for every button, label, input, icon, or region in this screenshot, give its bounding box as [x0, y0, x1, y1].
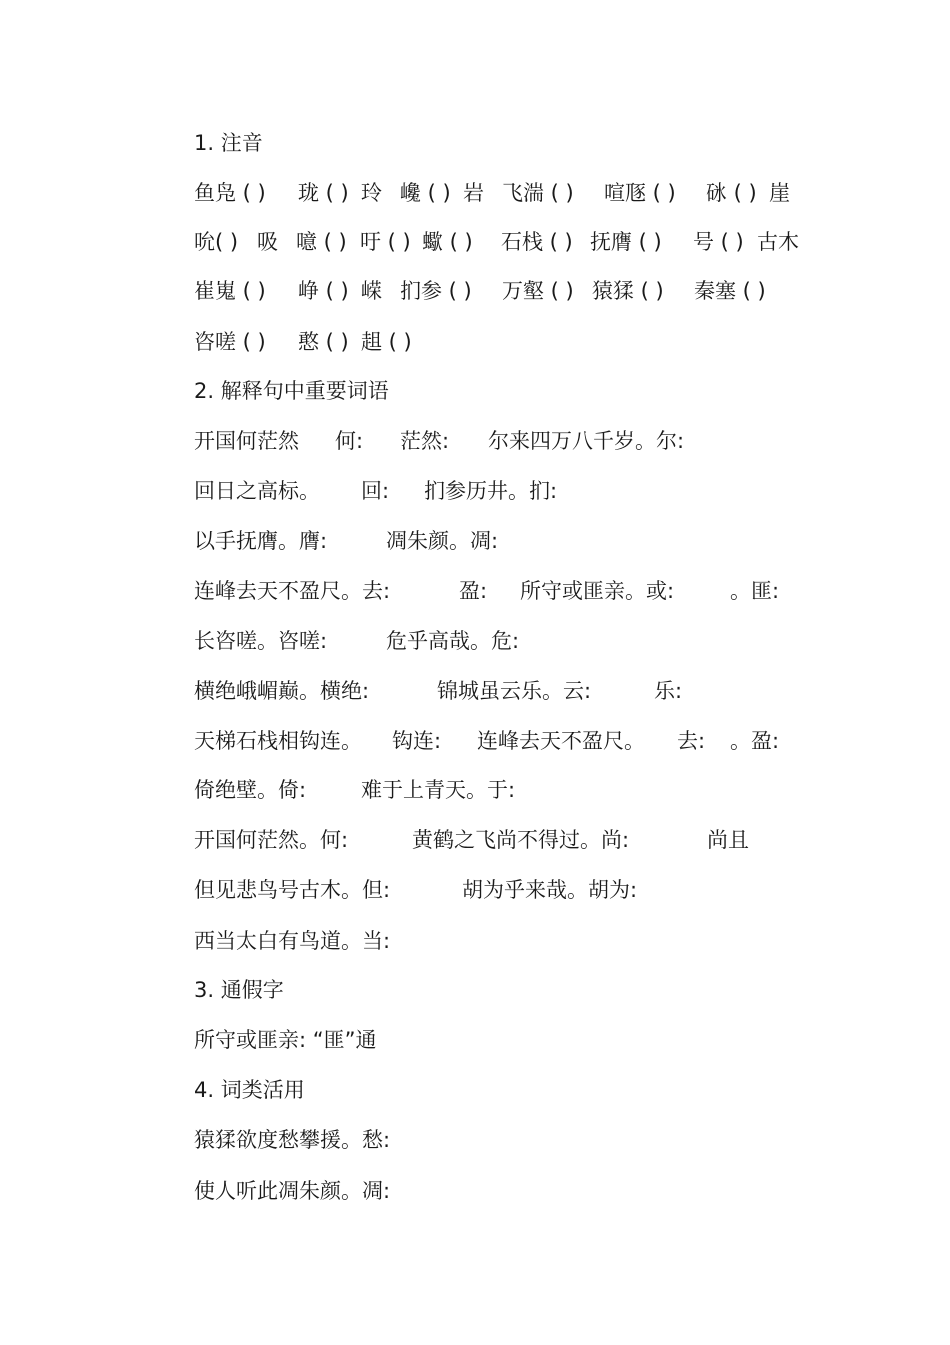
text-segment: 所守或匪亲。或:: [520, 579, 675, 603]
text-segment: 倚绝壁。倚:: [194, 778, 307, 802]
text-segment: 咨嗟 ( ): [194, 330, 266, 354]
text-segment: 以手抚膺。膺:: [194, 529, 328, 553]
text-segment: 尔来四万八千岁。尔:: [488, 429, 685, 453]
text-segment: 憨 ( ): [298, 330, 349, 354]
text-segment: 连峰去天不盈尺。去:: [194, 579, 391, 603]
text-segment: 噫 ( ): [296, 230, 347, 254]
text-segment: 锦城虽云乐。云:: [437, 679, 592, 703]
text-segment: 难于上青天。于:: [361, 778, 516, 802]
text-segment: 嵘: [361, 279, 382, 303]
section-heading-loan-characters: 3. 通假字: [194, 978, 284, 1002]
text-segment: 回:: [361, 479, 390, 503]
text-segment: 天梯石栈相钩连。: [194, 729, 362, 753]
text-segment: 古木: [757, 230, 799, 254]
text-segment: 回日之高标。: [194, 479, 320, 503]
text-segment: 喧豗 ( ): [604, 181, 676, 205]
text-segment: 盈:: [459, 579, 488, 603]
text-segment: 砯 ( ): [706, 181, 757, 205]
text-segment: 蠍 ( ): [422, 230, 473, 254]
text-segment: 长咨嗟。咨嗟:: [194, 629, 328, 653]
text-segment: 石栈 ( ): [501, 230, 573, 254]
text-segment: 号 ( ): [693, 230, 744, 254]
text-segment: 。匪:: [730, 579, 780, 603]
text-segment: 扪参历井。扪:: [424, 479, 558, 503]
text-segment: 峥 ( ): [298, 279, 349, 303]
text-segment: 吮( ): [194, 230, 239, 254]
text-segment: 猿猱 ( ): [592, 279, 664, 303]
text-segment: 开国何茫然。何:: [194, 828, 349, 852]
text-segment: 崖: [769, 181, 790, 205]
text-segment: 去:: [677, 729, 706, 753]
text-segment: 钩连:: [392, 729, 442, 753]
text-segment: 崔嵬 ( ): [194, 279, 266, 303]
text-segment: 连峰去天不盈尺。: [477, 729, 645, 753]
text-segment: 趄 ( ): [361, 330, 412, 354]
text-segment: 秦塞 ( ): [694, 279, 766, 303]
text-segment: 鱼凫 ( ): [194, 181, 266, 205]
text-segment: 但见悲鸟号古木。但:: [194, 878, 391, 902]
text-segment: 茫然:: [400, 429, 450, 453]
text-segment: 扪参 ( ): [400, 279, 472, 303]
section-heading-vocabulary: 2. 解释句中重要词语: [194, 379, 389, 403]
text-segment: 使人听此凋朱颜。凋:: [194, 1179, 391, 1203]
text-segment: 猿猱欲度愁攀援。愁:: [194, 1128, 391, 1152]
text-segment: 凋朱颜。凋:: [386, 529, 499, 553]
text-segment: 飞湍 ( ): [502, 181, 574, 205]
text-segment: 何:: [335, 429, 364, 453]
text-segment: 岩: [463, 181, 484, 205]
text-segment: 抚膺 ( ): [590, 230, 662, 254]
text-segment: 吁 ( ): [360, 230, 411, 254]
text-segment: 吸: [257, 230, 278, 254]
text-segment: 。盈:: [730, 729, 780, 753]
section-heading-pinyin: 1. 注音: [194, 131, 263, 155]
text-segment: 尚且: [707, 828, 749, 852]
text-segment: 西当太白有鸟道。当:: [194, 929, 391, 953]
section-heading-word-class-usage: 4. 词类活用: [194, 1078, 305, 1102]
text-segment: 玲: [361, 181, 382, 205]
text-segment: 万壑 ( ): [502, 279, 574, 303]
text-segment: 胡为乎来哉。胡为:: [462, 878, 638, 902]
text-segment: 所守或匪亲: “匪”通: [194, 1028, 377, 1052]
text-segment: 开国何茫然: [194, 429, 299, 453]
text-segment: 危乎高哉。危:: [386, 629, 520, 653]
text-segment: 珑 ( ): [298, 181, 349, 205]
text-segment: 黄鹤之飞尚不得过。尚:: [412, 828, 630, 852]
text-segment: 乐:: [654, 679, 683, 703]
text-segment: 横绝峨嵋巅。横绝:: [194, 679, 370, 703]
text-segment: 巉 ( ): [400, 181, 451, 205]
